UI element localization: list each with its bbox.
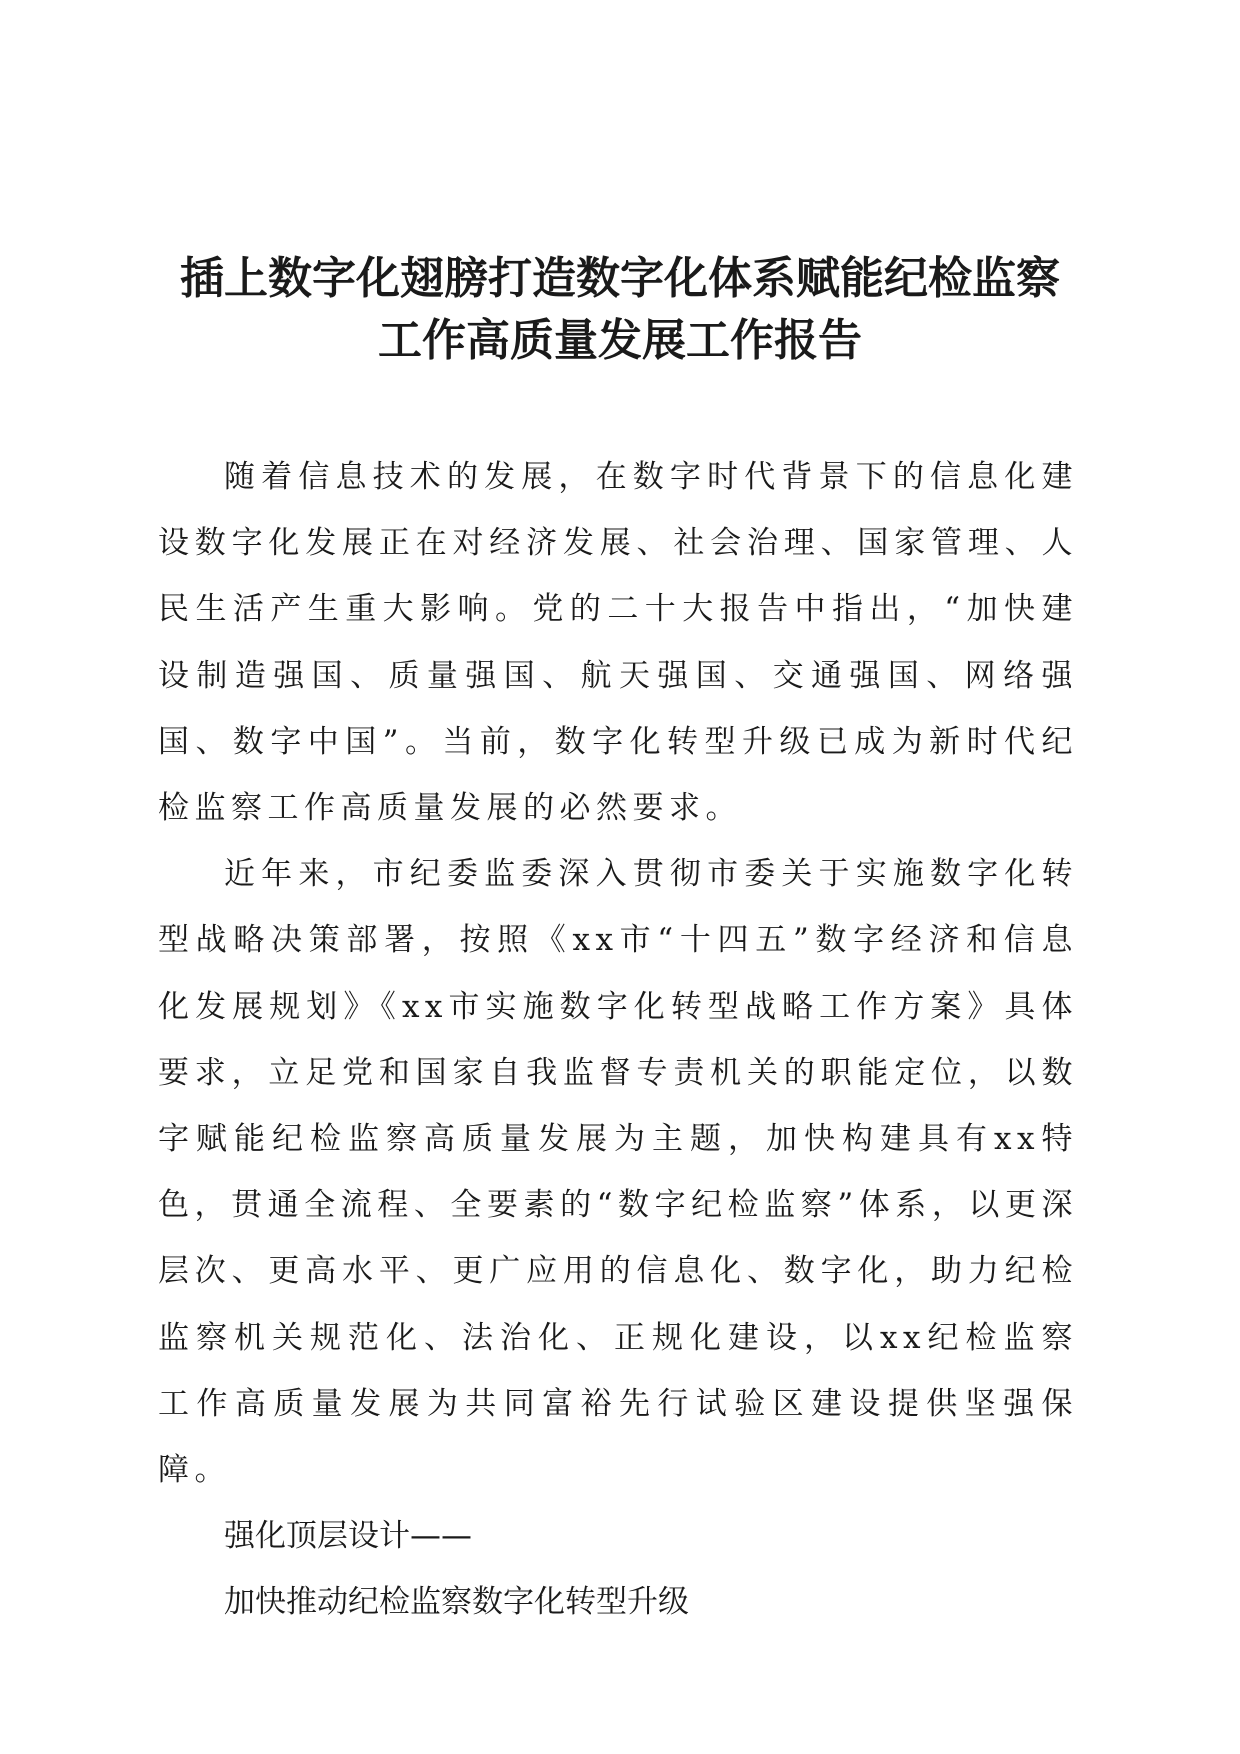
document-body <box>158 444 1078 1635</box>
paragraph-recent-years: 近年来，市纪委监委深入贯彻市委关于实施数字化转型战略决策部署，按照《xx市“十四五”数字经济和信息化发展规划》《xx市实施数字化转型战略工作方案》具体要求，立足党和国家自我监督专责机关的职能定位，以数字赋能纪检监察高质量发展为主题，加快构建具有xx特色，贯通全流程、全要素的“数字纪检监察”体系，以更深层次、更高水平、更广应用的信息化、数字化，助力纪检监察机关规范化、法治化、正规化建设，以xx纪检监察工作高质量发展为共同富裕先行试验区建设提供坚强保障。 <box>158 856 1078 1489</box>
title-line-2: 工作高质量发展工作报告 <box>378 315 862 366</box>
paragraph-intro: 随着信息技术的发展，在数字时代背景下的信息化建设数字化发展正在对经济发展、社会治理、国家管理、人民生活产生重大影响。党的二十大报告中指出，“加快建设制造强国、质量强国、航天强国、交通强国、网络强国、数字中国”。当前，数字化转型升级已成为新时代纪检监察工作高质量发展的必然要求。 <box>158 459 1078 827</box>
section-heading-line-1: 强化顶层设计—— <box>224 1518 472 1555</box>
section-heading-line-2: 加快推动纪检监察数字化转型升级 <box>224 1584 689 1621</box>
document-title <box>150 248 1090 372</box>
title-line-1: 插上数字化翅膀打造数字化体系赋能纪检监察 <box>180 253 1060 304</box>
